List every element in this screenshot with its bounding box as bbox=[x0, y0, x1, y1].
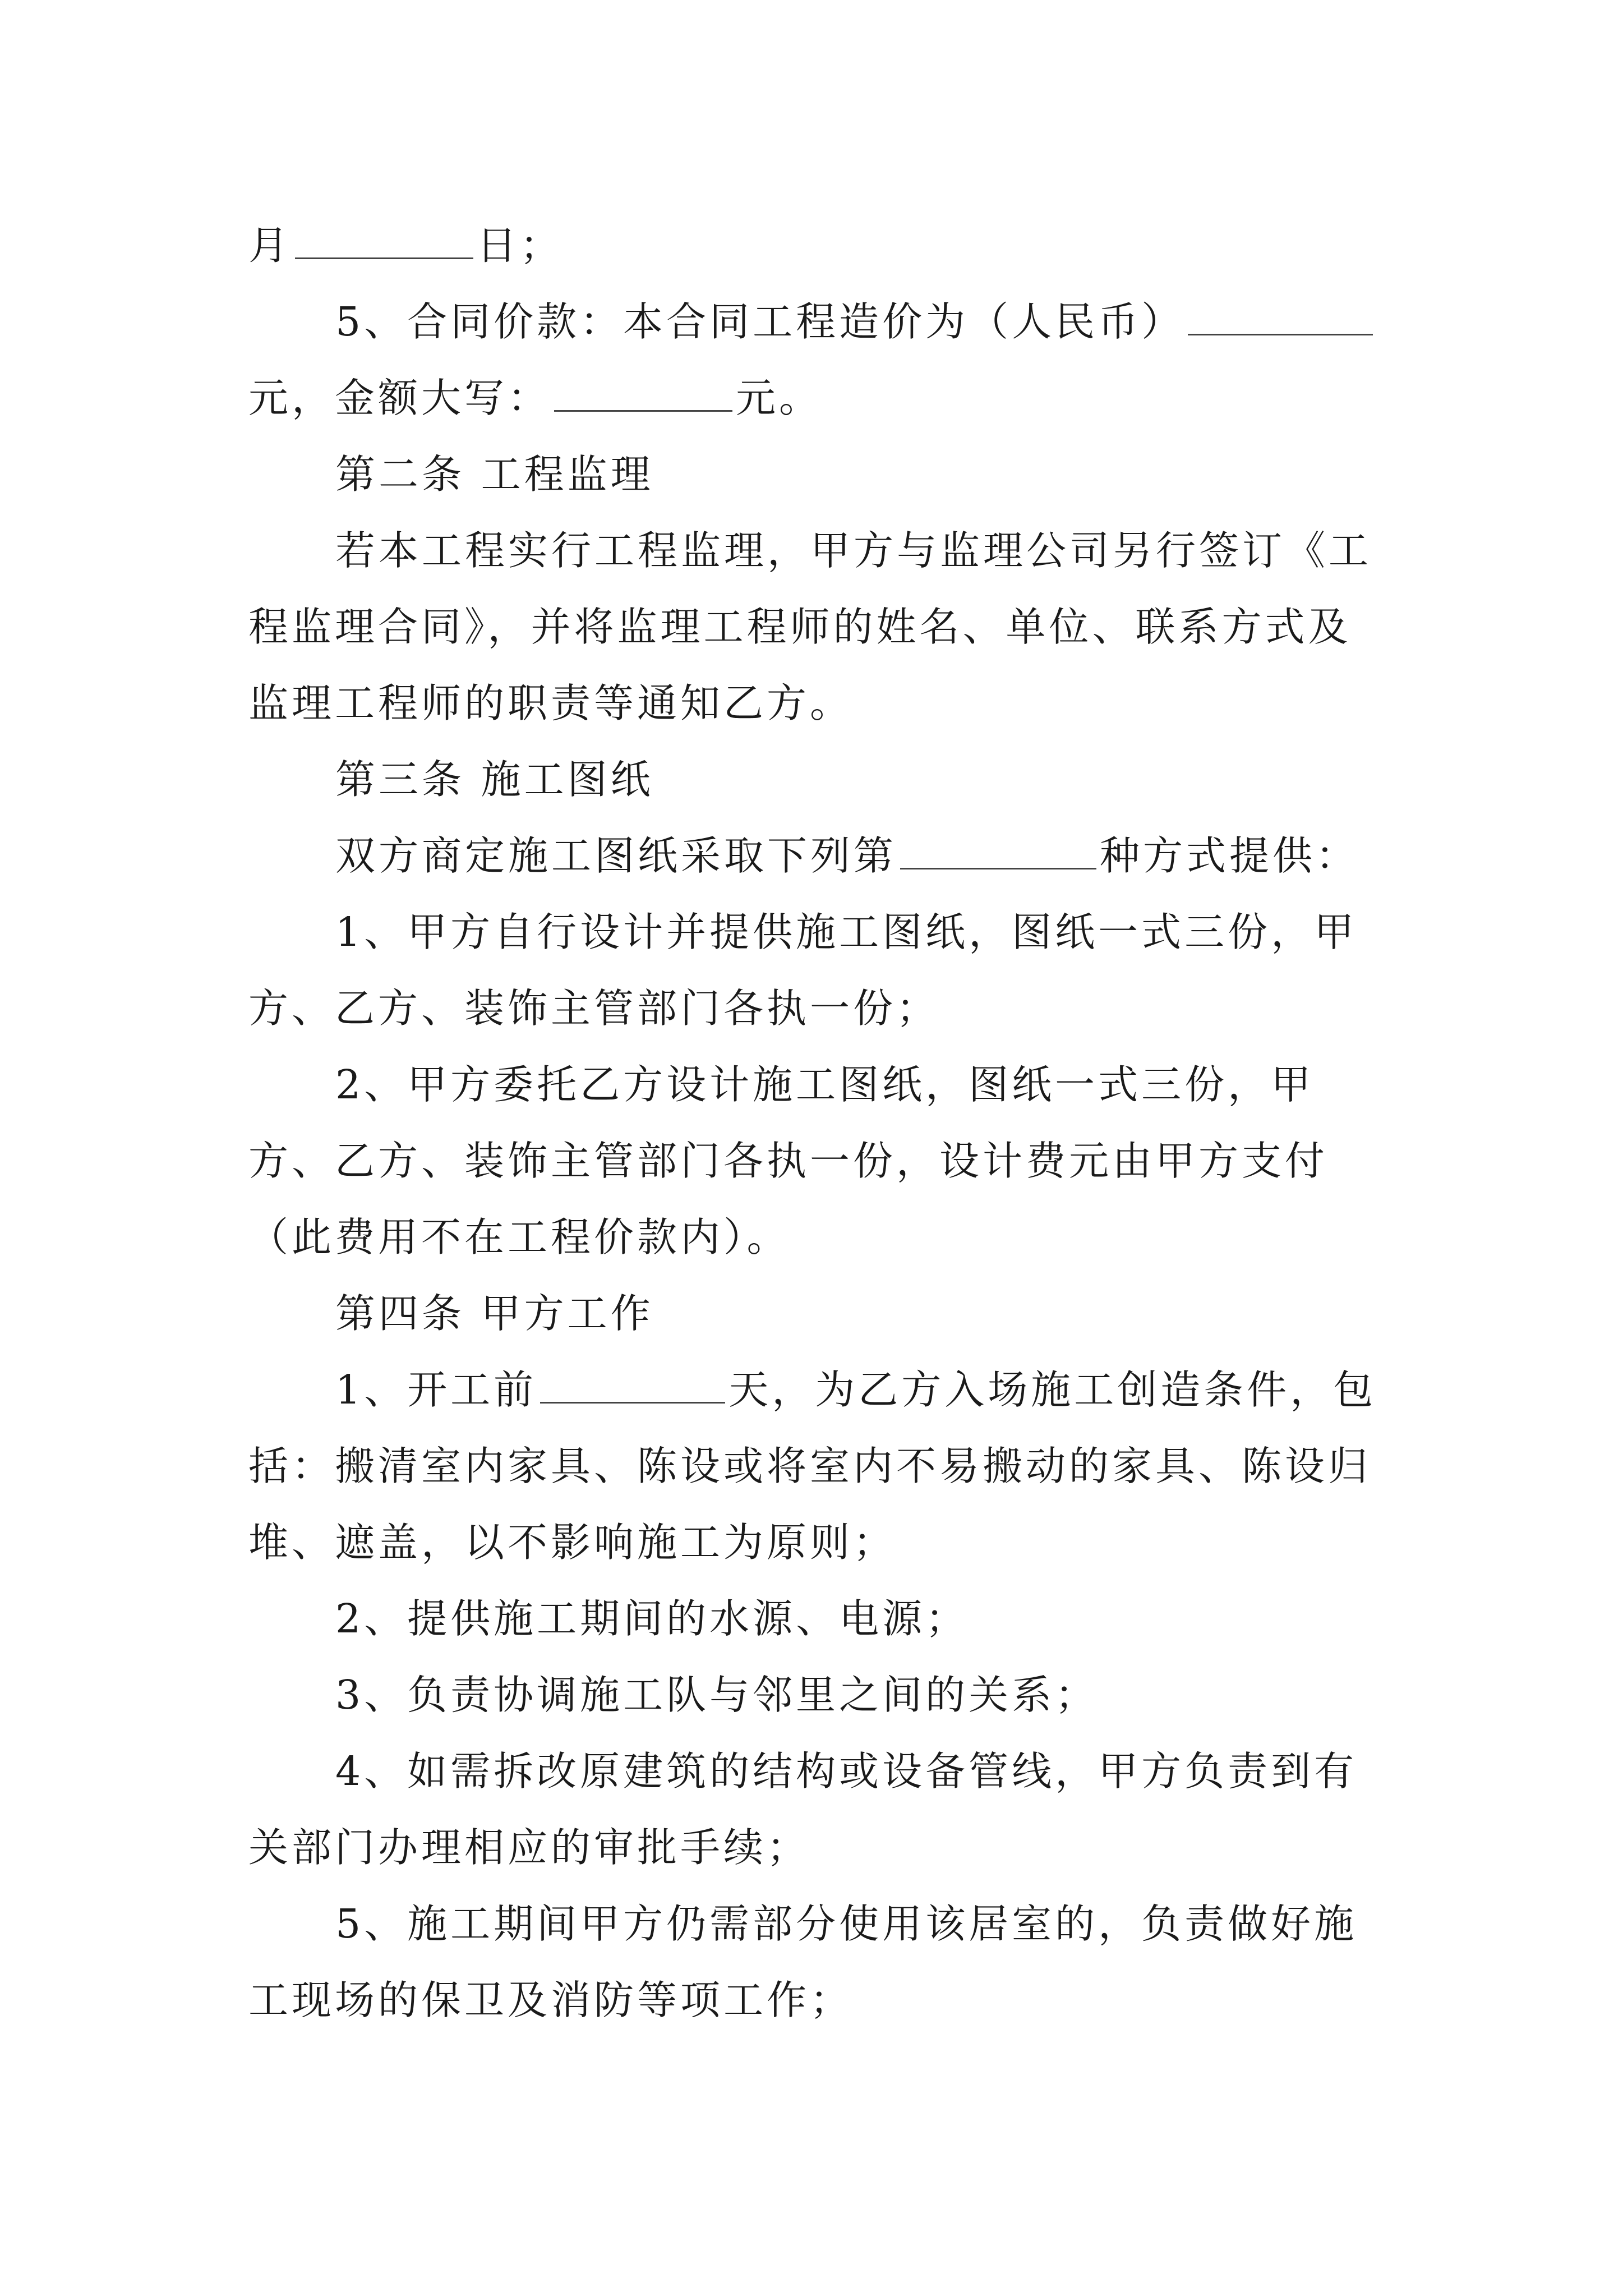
party-a-duty-4: 4、如需拆改原建筑的结构或设备管线，甲方负责到有关部门办理相应的审批手续； bbox=[248, 1748, 1358, 1871]
contract-text bbox=[248, 208, 1387, 2039]
article-4-heading: 第四条 甲方工作 bbox=[335, 1290, 654, 1337]
day-blank bbox=[295, 220, 473, 259]
article-2-heading: 第二条 工程监理 bbox=[335, 451, 654, 498]
yuan-label: 元。 bbox=[736, 375, 823, 421]
contract-price-clause bbox=[248, 284, 1387, 436]
drawing-method-text: 双方商定施工图纸采取下列第 bbox=[335, 832, 897, 879]
day-label: 日； bbox=[477, 222, 564, 269]
amount-words-blank bbox=[554, 372, 732, 412]
duty-1-text: 天，为乙方入场施工创造条件，包括：搬清室内家具、陈设或将室内不易搬动的家具、陈设归堆、遮盖，以不影响施工为原则； bbox=[248, 1366, 1377, 1566]
party-a-duty-5: 5、施工期间甲方仍需部分使用该居室的，负责做好施工现场的保卫及消防等项工作； bbox=[248, 1901, 1358, 2023]
party-a-duty-2: 2、提供施工期间的水源、电源； bbox=[335, 1595, 969, 1642]
drawing-option-1: 1、甲方自行设计并提供施工图纸，图纸一式三份，甲方、乙方、装饰主管部门各执一份； bbox=[248, 909, 1358, 1032]
drawing-method-suffix: 种方式提供： bbox=[1100, 832, 1359, 879]
party-a-duty-3: 3、负责协调施工队与邻里之间的关系； bbox=[335, 1672, 1099, 1718]
method-number-blank bbox=[900, 830, 1096, 869]
days-blank bbox=[540, 1364, 725, 1404]
drawing-method-line bbox=[248, 818, 1387, 894]
before-start-text: 1、开工前 bbox=[335, 1366, 537, 1413]
price-text: 5、合同价款：本合同工程造价为（人民币） bbox=[335, 298, 1185, 345]
amount-words-label: 元，金额大写： bbox=[248, 375, 551, 421]
supervision-paragraph: 若本工程实行工程监理，甲方与监理公司另行签订《工程监理合同》，并将监理工程师的姓名、单位、联系方式及监理工程师的职责等通知乙方。 bbox=[248, 527, 1372, 726]
month-label: 月 bbox=[248, 222, 292, 269]
price-blank bbox=[1188, 296, 1373, 335]
date-line bbox=[248, 208, 1387, 284]
article-3-heading: 第三条 施工图纸 bbox=[335, 756, 654, 803]
drawing-option-2: 2、甲方委托乙方设计施工图纸，图纸一式三份，甲方、乙方、装饰主管部门各执一份，设计费元由甲方支付（此费用不在工程价款内）。 bbox=[248, 1061, 1329, 1260]
party-a-duty-1 bbox=[248, 1352, 1387, 1581]
